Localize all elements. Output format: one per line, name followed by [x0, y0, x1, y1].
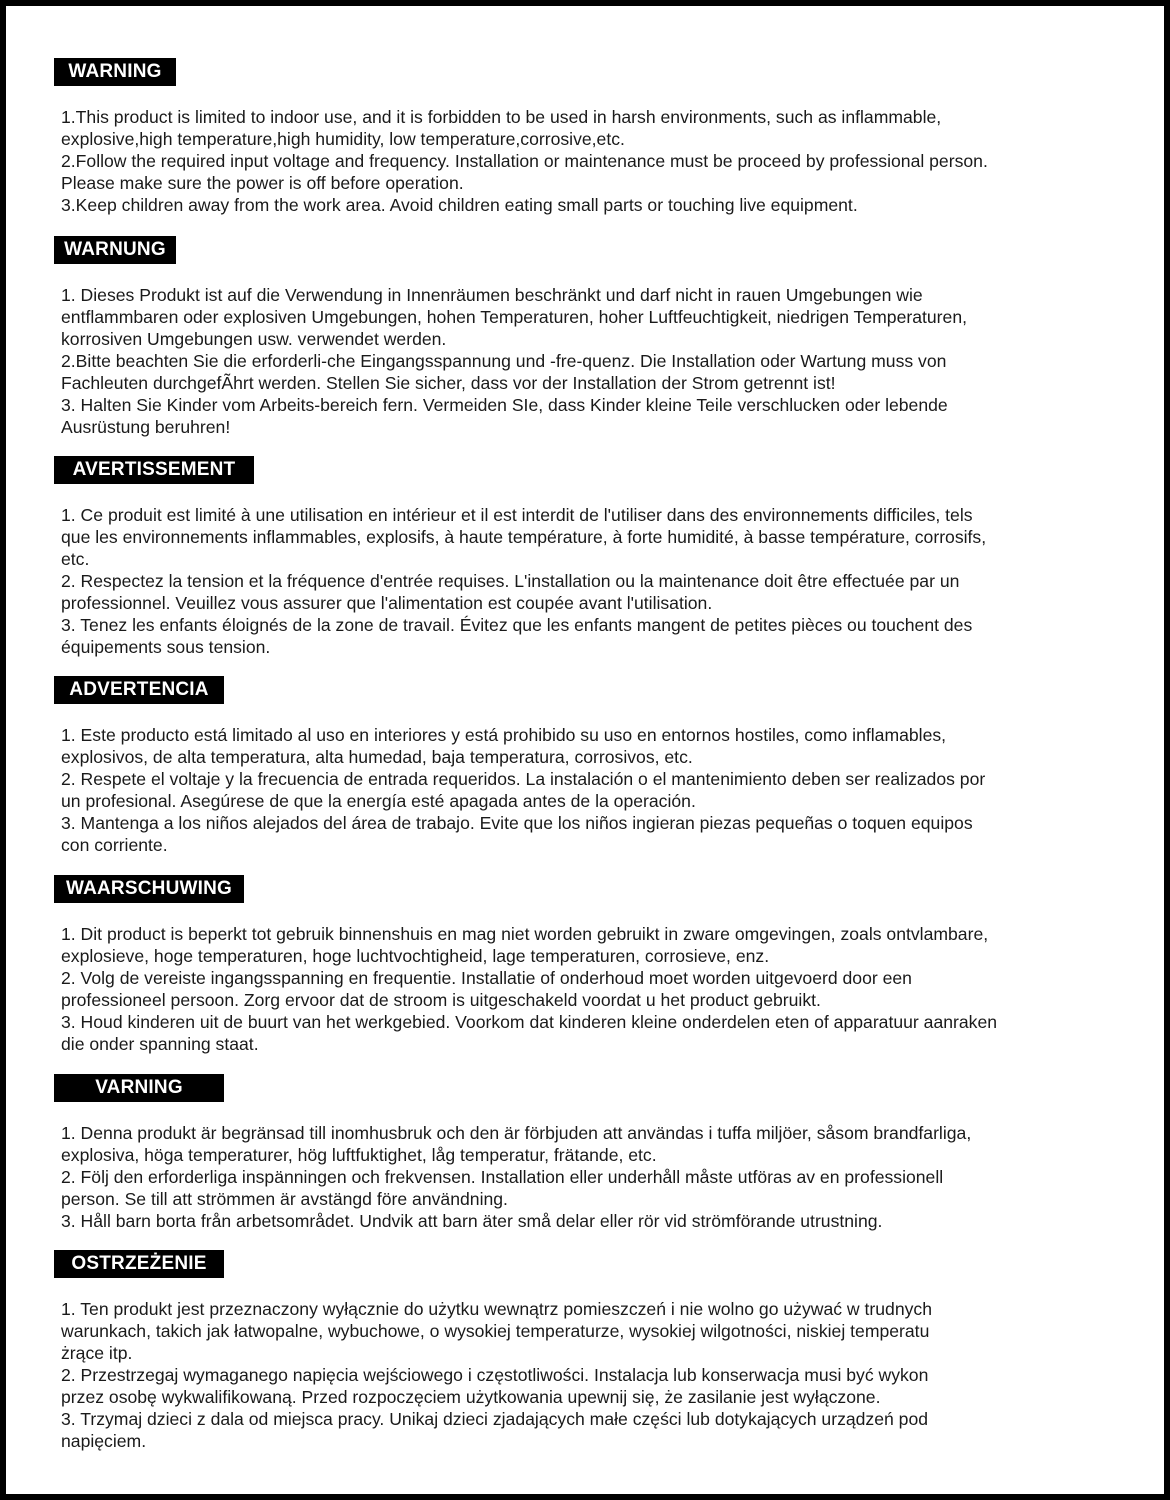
text-line: Ausrüstung beruhren! — [61, 417, 231, 437]
text-line: 2. Przestrzegaj wymaganego napięcia wejściowego i częstotliwości. Instalacja lub konserwacja musi być wykon — [61, 1365, 929, 1385]
text-line: 3. Houd kinderen uit de buurt van het werkgebied. Voorkom dat kinderen kleine onderdelen eten of apparatuur aanraken — [61, 1012, 998, 1032]
text-line: 3. Mantenga a los niños alejados del área de trabajo. Evite que los niños ingieran piezas pequeñas o toquen equipos — [61, 813, 973, 833]
text-line: 2. Respete el voltaje y la frecuencia de entrada requeridos. La instalación o el mantenimiento deben ser realizados por — [61, 769, 986, 789]
text-line: etc. — [61, 549, 90, 569]
text-line: 1. Este producto está limitado al uso en interiores y está prohibido su uso en entornos hostiles, como inflamables, — [61, 725, 947, 745]
section-body — [61, 724, 1143, 856]
section-body — [61, 1122, 1143, 1232]
text-line: 1.This product is limited to indoor use, and it is forbidden to be used in harsh environments, such as inflammable, — [61, 107, 942, 127]
heading-badge-avertissement: AVERTISSEMENT — [54, 456, 254, 484]
heading-badge-warnung: WARNUNG — [54, 236, 176, 264]
text-line: 2.Bitte beachten Sie die erforderli-che Eingangsspannung und -fre-quenz. Die Installation oder Wartung muss von — [61, 351, 947, 371]
text-line: que les environnements inflammables, explosifs, à haute température, à forte humidité, à basse température, corrosifs, — [61, 527, 987, 547]
section-body — [61, 284, 1143, 438]
text-line: explosivos, de alta temperatura, alta humedad, baja temperatura, corrosivos, etc. — [61, 747, 693, 767]
text-line: 1. Ce produit est limité à une utilisation en intérieur et il est interdit de l'utiliser dans des environnements difficiles, tels — [61, 505, 973, 525]
text-line: 1. Ten produkt jest przeznaczony wyłącznie do użytku wewnątrz pomieszczeń i nie wolno go używać w trudnych — [61, 1299, 932, 1319]
heading-badge-warning: WARNING — [54, 58, 176, 86]
text-line: 1. Dit product is beperkt tot gebruik binnenshuis en mag niet worden gebruikt in zware omgevingen, zoals ontvlambare, — [61, 924, 989, 944]
text-line: entflammbaren oder explosiven Umgebungen, hohen Temperaturen, hoher Luftfeuchtigkeit, niedrigen Temperaturen, — [61, 307, 967, 327]
text-line: 3. Trzymaj dzieci z dala od miejsca pracy. Unikaj dzieci zjadających małe części lub dotykających urządzeń pod — [61, 1409, 929, 1429]
text-line: équipements sous tension. — [61, 637, 271, 657]
text-line: 1. Dieses Produkt ist auf die Verwendung in Innenräumen beschränkt und darf nicht in rauen Umgebungen wie — [61, 285, 923, 305]
heading-badge-waarschuwing: WAARSCHUWING — [54, 875, 244, 903]
text-line: die onder spanning staat. — [61, 1034, 259, 1054]
text-line: korrosiven Umgebungen usw. verwendet werden. — [61, 329, 447, 349]
heading-badge-advertencia: ADVERTENCIA — [54, 676, 224, 704]
text-line: un profesional. Asegúrese de que la energía esté apagada antes de la operación. — [61, 791, 696, 811]
section-body — [61, 923, 1143, 1055]
text-line: explosiva, höga temperaturer, hög luftfuktighet, låg temperatur, frätande, etc. — [61, 1145, 657, 1165]
section-body — [61, 504, 1143, 658]
text-line: żrące itp. — [61, 1343, 133, 1363]
text-line: 2. Volg de vereiste ingangsspanning en frequentie. Installatie of onderhoud moet worden uitgevoerd door een — [61, 968, 912, 988]
text-line: professionnel. Veuillez vous assurer que l'alimentation est coupée avant l'utilisation. — [61, 593, 713, 613]
text-line: explosieve, hoge temperaturen, hoge luchtvochtigheid, lage temperaturen, corrosieve, enz. — [61, 946, 770, 966]
text-line: 2.Follow the required input voltage and frequency. Installation or maintenance must be proceed by professional person. — [61, 151, 988, 171]
text-line: Please make sure the power is off before operation. — [61, 173, 464, 193]
text-line: Fachleuten durchgefÃhrt werden. Stellen Sie sicher, dass vor der Installation der Strom getrennt ist! — [61, 373, 836, 393]
text-line: explosive,high temperature,high humidity, low temperature,corrosive,etc. — [61, 129, 625, 149]
text-line: 3. Tenez les enfants éloignés de la zone de travail. Évitez que les enfants mangent de petites pièces ou touchent des — [61, 615, 973, 635]
heading-badge-ostrzezenie: OSTRZEŻENIE — [54, 1250, 224, 1278]
text-line: 3. Halten Sie Kinder vom Arbeits-bereich fern. Vermeiden SIe, dass Kinder kleine Teile verschlucken oder lebende — [61, 395, 948, 415]
text-line: 2. Följ den erforderliga inspänningen och frekvensen. Installation eller underhåll måste utföras av en professionell — [61, 1167, 944, 1187]
section-body — [61, 106, 1143, 216]
text-line: 1. Denna produkt är begränsad till inomhusbruk och den är förbjuden att användas i tuffa miljöer, såsom brandfarliga, — [61, 1123, 972, 1143]
text-line: napięciem. — [61, 1431, 147, 1451]
heading-badge-varning: VARNING — [54, 1074, 224, 1102]
text-line: przez osobę wykwalifikowaną. Przed rozpoczęciem użytkowania upewnij się, że zasilanie jest wyłączone. — [61, 1387, 881, 1407]
section-body — [61, 1298, 1071, 1452]
text-line: 2. Respectez la tension et la fréquence d'entrée requises. L'installation ou la maintenance doit être effectuée par un — [61, 571, 960, 591]
text-line: professioneel persoon. Zorg ervoor dat de stroom is uitgeschakeld voordat u het product gebruikt. — [61, 990, 821, 1010]
text-line: con corriente. — [61, 835, 168, 855]
text-line: 3.Keep children away from the work area. Avoid children eating small parts or touching live equipment. — [61, 195, 858, 215]
text-line: 3. Håll barn borta från arbetsområdet. Undvik att barn äter små delar eller rör vid strömförande utrustning. — [61, 1211, 883, 1231]
text-line: person. Se till att strömmen är avstängd före användning. — [61, 1189, 508, 1209]
text-line: warunkach, takich jak łatwopalne, wybuchowe, o wysokiej temperaturze, wysokiej wilgotności, niskiej temperatu — [61, 1321, 930, 1341]
